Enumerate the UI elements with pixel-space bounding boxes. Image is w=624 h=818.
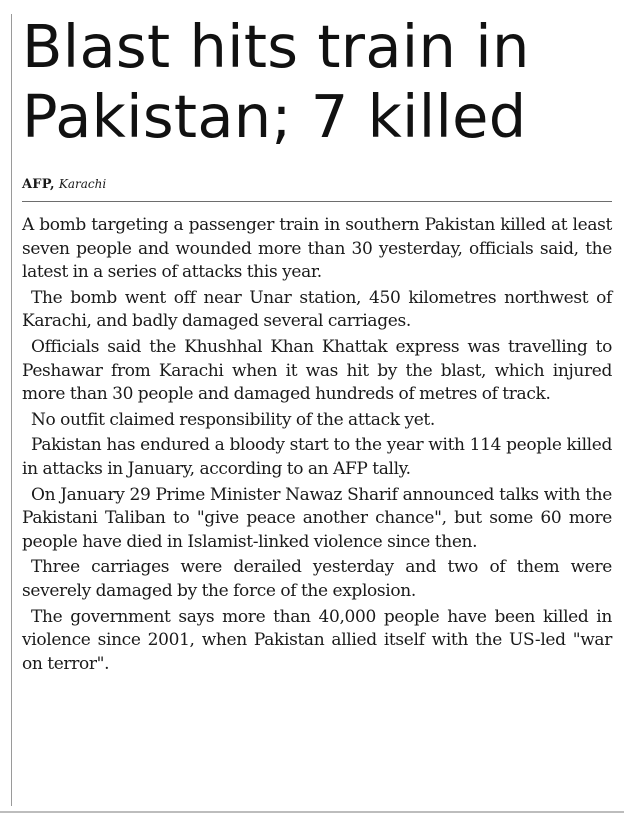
- byline-agency: AFP,: [22, 177, 55, 192]
- column-left-rule: [11, 14, 12, 806]
- paragraph-5: Pakistan has endured a bloody start to the year with 114 people killed in attacks in January, according to an AFP tally.: [22, 435, 612, 479]
- byline-location: Karachi: [58, 177, 107, 191]
- paragraph-7: Three carriages were derailed yesterday and two of them were severely damaged by the force of the explosion.: [22, 557, 612, 601]
- paragraph-2: The bomb went off near Unar station, 450 kilometres northwest of Karachi, and badly damaged several carriages.: [22, 287, 612, 332]
- paragraph-4: No outfit claimed responsibility of the attack yet.: [31, 409, 435, 430]
- headline-line-1: Blast hits train in: [22, 12, 530, 81]
- bottom-rule: [0, 811, 624, 813]
- headline-line-2: Pakistan; 7 killed: [22, 82, 527, 151]
- paragraph-3: Officials said the Khushhal Khan Khattak express was travelling to Peshawar from Karachi when it was hit by the blast, which injured more than 30 people and damaged hundreds of metres of track.: [22, 336, 612, 405]
- byline: [22, 175, 106, 194]
- paragraph-6: On January 29 Prime Minister Nawaz Sharif announced talks with the Pakistani Taliban to "give peace another chance", but some 60 more people have died in Islamist-linked violence since then.: [22, 484, 612, 552]
- article-body: [22, 214, 612, 678]
- headline: [22, 12, 612, 152]
- paragraph-1: A bomb targeting a passenger train in southern Pakistan killed at least seven people and wounded more than 30 yesterday, officials said, the latest in a series of attacks this year.: [22, 215, 612, 283]
- byline-divider: [22, 201, 612, 202]
- paragraph-8: The government says more than 40,000 people have been killed in violence since 2001, when Pakistan allied itself with the US-led "war on terror".: [22, 606, 612, 674]
